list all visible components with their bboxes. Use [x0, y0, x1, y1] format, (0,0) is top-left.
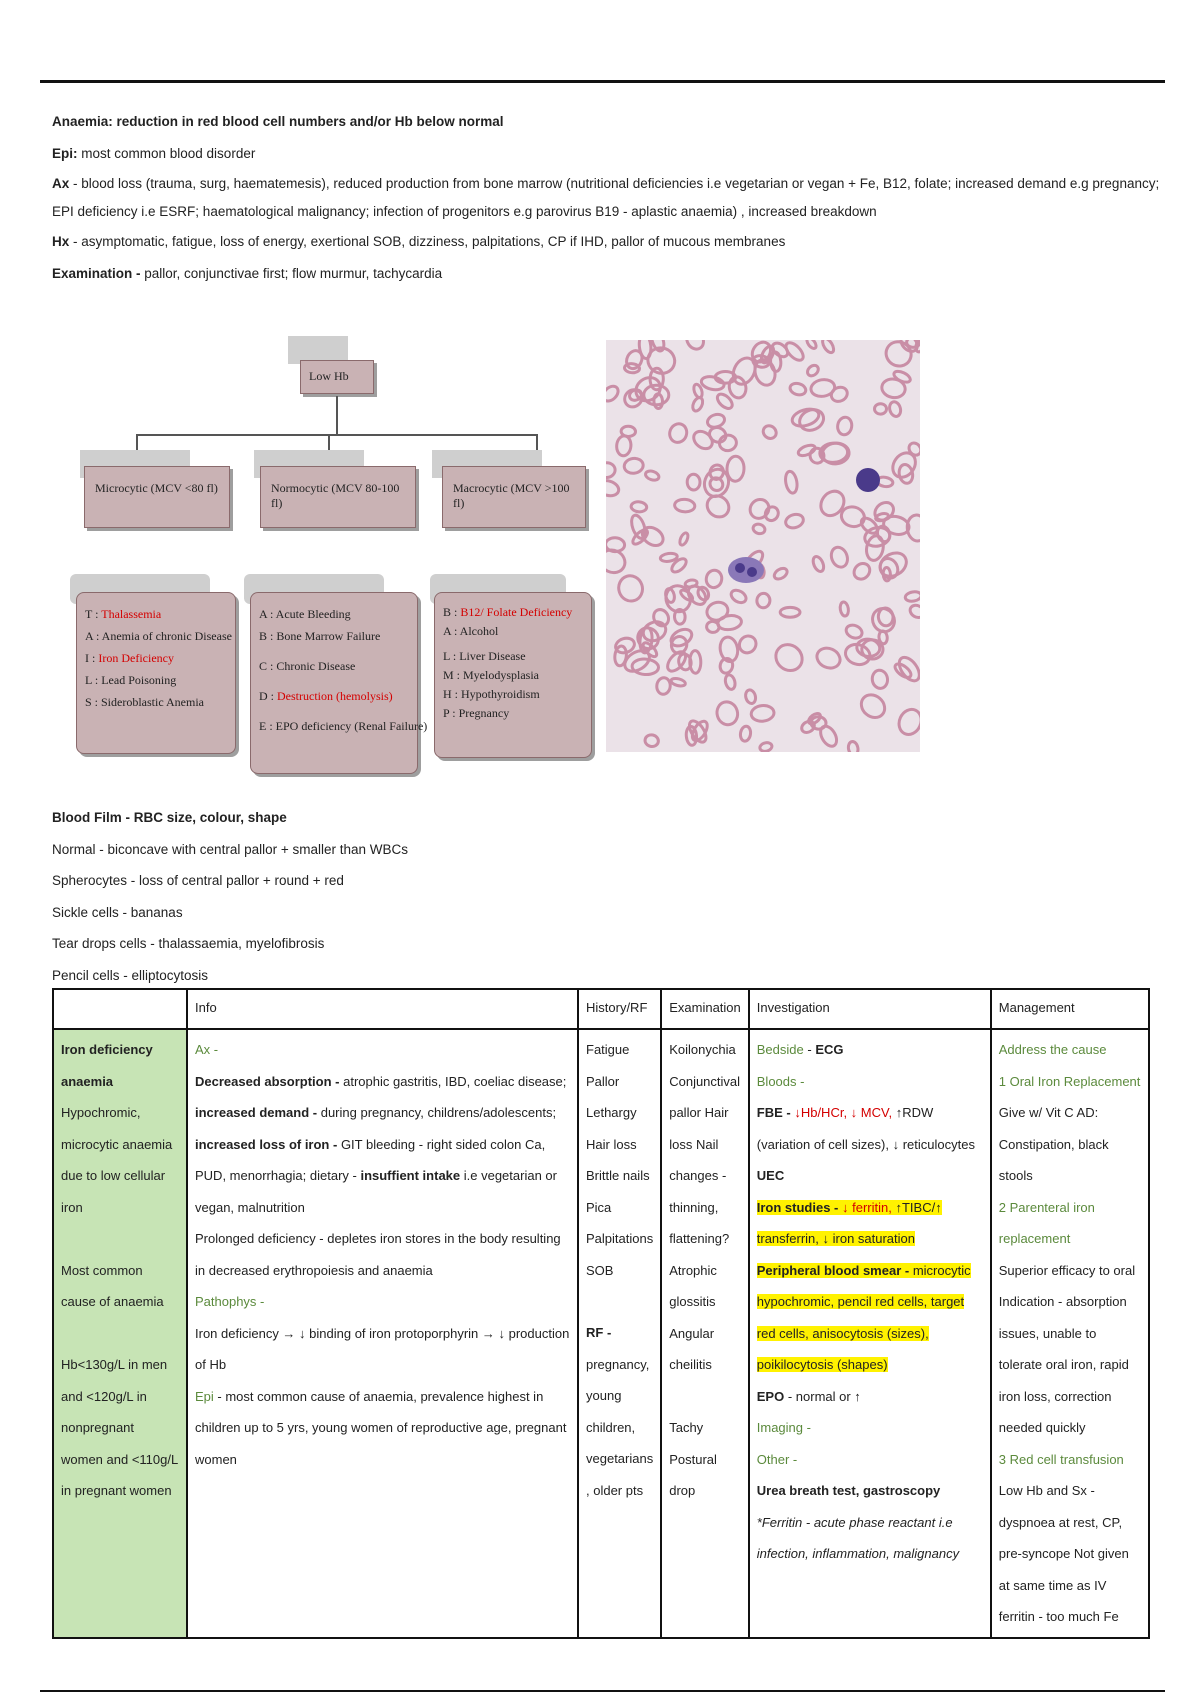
- epi-label: Epi:: [52, 146, 78, 161]
- col-header: Info: [187, 989, 578, 1029]
- info-patho: Iron deficiency → ↓ binding of iron protoporphyrin → ↓ production of Hb: [195, 1325, 570, 1372]
- col-header: [53, 989, 187, 1029]
- normo-item: A : Acute Bleeding: [259, 607, 351, 621]
- info-inc-label: increased demand -: [195, 1105, 318, 1120]
- condition-cell: [53, 1029, 187, 1638]
- col-header: History/RF: [578, 989, 661, 1029]
- history-item: Pallor: [586, 1073, 620, 1089]
- info-inc: during pregnancy, childrens/adolescents;: [317, 1105, 557, 1120]
- inv-fbe-label: FBE -: [756, 1105, 791, 1120]
- film-line: Spherocytes - loss of central pallor + round + red: [52, 873, 344, 888]
- col-header: Examination: [661, 989, 749, 1029]
- inv-smear: microcytic hypochromic, pencil red cells, target red cells, anisocytosis (sizes), poikilocytosis (shapes): [756, 1262, 971, 1372]
- history-item: Brittle nails: [586, 1168, 650, 1183]
- table-header-row: [53, 989, 1149, 1029]
- condition-desc: Hypochromic, microcytic anaemia due to low cellular iron: [61, 1105, 173, 1215]
- film-line: Pencil cells - elliptocytosis: [52, 967, 209, 983]
- history-item: Fatigue: [586, 1042, 630, 1057]
- inv-urea: Urea breath test, gastroscopy: [756, 1483, 941, 1498]
- history-item: Pica: [586, 1199, 612, 1215]
- macrocytic-box: [442, 466, 586, 528]
- exam-text-cell: Koilonychia Conjunctival pallor Hair loss Nail changes - thinning, flattening? Atrophic glossitis Angular cheilitis: [669, 1042, 741, 1372]
- normocytic-label: Normocytic (MCV 80-100 fl): [271, 481, 400, 510]
- micro-item: T : Thalassemia: [85, 607, 162, 621]
- info-epi-label: Epi: [195, 1388, 214, 1404]
- info-loss-label: increased loss of iron -: [195, 1136, 338, 1152]
- info-patho-label: Pathophys -: [195, 1294, 265, 1309]
- intro-section: [52, 106, 1162, 290]
- inv-epo: - normal or ↑: [784, 1388, 861, 1404]
- bottom-rule: [40, 1690, 1165, 1692]
- inv-imaging: Imaging -: [756, 1420, 811, 1435]
- info-epi: - most common cause of anaemia, prevalence highest in children up to 5 yrs, young women of reproductive age, pregnant women: [195, 1388, 567, 1467]
- inv-uec: UEC: [756, 1168, 785, 1183]
- rf-text: pregnancy, young children, vegetarians , older pts: [586, 1356, 654, 1498]
- management-cell: [991, 1029, 1149, 1638]
- exam-text-cell-2: Tachy Postural drop: [669, 1420, 717, 1498]
- hx-label: Hx: [52, 234, 70, 249]
- macro-item: A : Alcohol: [443, 624, 499, 638]
- inv-fbe-rest: ↑RDW (variation of cell sizes), ↓ reticulocytes: [756, 1105, 975, 1152]
- microcytic-label: Microcytic (MCV <80 fl): [95, 481, 218, 495]
- blood-film-section: [52, 802, 408, 991]
- anaemia-flowchart: [60, 330, 590, 780]
- iron-deficiency-table: [52, 988, 1150, 1639]
- inv-bloods: Bloods -: [756, 1073, 805, 1089]
- macro-item: M : Myelodysplasia: [443, 668, 539, 682]
- inv-iron-label: Iron studies -: [756, 1199, 839, 1215]
- inv-ferritin-note: *Ferritin - acute phase reactant i.e infection, inflammation, malignancy: [756, 1514, 960, 1561]
- epi-text: most common blood disorder: [77, 146, 256, 161]
- film-line: Sickle cells - bananas: [52, 904, 183, 920]
- inv-bedside: ECG: [815, 1042, 844, 1057]
- inv-iron-rest: ↑TIBC/↑ transferrin, ↓ iron saturation: [756, 1199, 942, 1246]
- macro-item: B : B12/ Folate Deficiency: [443, 605, 573, 619]
- macrocytic-label: Macrocytic (MCV >100 fl): [453, 481, 570, 510]
- inv-fbe-red: ↓Hb/HCr, ↓ MCV,: [790, 1105, 893, 1120]
- mgmt-1: 1 Oral Iron Replacement: [998, 1073, 1141, 1089]
- col-header: Management: [991, 989, 1149, 1029]
- condition-name: Iron deficiency anaemia: [61, 1042, 153, 1089]
- film-line: Normal - biconcave with central pallor + smaller than WBCs: [52, 841, 409, 857]
- micro-item: A : Anemia of chronic Disease: [85, 629, 232, 643]
- mgmt-3: 3 Red cell transfusion: [998, 1451, 1124, 1467]
- mgmt-3-text: Low Hb and Sx - dyspnoea at rest, CP, pre-syncope Not given at same time as IV ferritin - too much Fe: [998, 1483, 1129, 1624]
- mgmt-1-text: Give w/ Vit C AD: Constipation, black stools: [998, 1105, 1109, 1183]
- inv-bedside-label: Bedside: [756, 1042, 804, 1057]
- normo-item: B : Bone Marrow Failure: [259, 629, 381, 643]
- micro-item: L : Lead Poisoning: [85, 673, 177, 687]
- mgmt-2-text: Superior efficacy to oral Indication - absorption issues, unable to tolerate oral iron, rapid iron loss, correction needed quickly: [998, 1262, 1136, 1435]
- exam-text: pallor, conjunctivae first; flow murmur, tachycardia: [140, 266, 443, 281]
- info-prolonged: Prolonged deficiency - depletes iron stores in the body resulting in decreased erythropoiesis and anaemia: [195, 1231, 561, 1278]
- history-item: Hair loss: [586, 1136, 637, 1152]
- ax-text: - blood loss (trauma, surg, haematemesis), reduced production from bone marrow (nutritional deficiencies i.e vegetarian or vegan + Fe, B12, folate; increased demand e.g pregnancy; EPI deficiency i.e ESRF; haematological malignancy; infection of progenitors e.g parovirus B19 - aplastic anaemia) , increased breakdown: [52, 176, 1160, 219]
- history-cell: [578, 1029, 661, 1638]
- micro-item: I : Iron Deficiency: [85, 651, 174, 665]
- ax-label: Ax: [52, 176, 70, 191]
- microcytic-list: [76, 592, 236, 754]
- smear-svg: [606, 340, 920, 752]
- condition-hb: Hb<130g/L in men and <120g/L in nonpregnant women and <110g/L in pregnant women: [61, 1357, 178, 1498]
- micro-item: S : Sideroblastic Anemia: [85, 695, 204, 709]
- normocytic-box: [260, 466, 416, 528]
- top-rule: [40, 80, 1165, 83]
- table-row: [53, 1029, 1149, 1638]
- normocytic-list: [250, 592, 428, 774]
- info-cell: [187, 1029, 578, 1638]
- normo-item: D : Destruction (hemolysis): [259, 689, 393, 703]
- rf-label: RF -: [586, 1325, 612, 1340]
- root-box: [300, 360, 374, 394]
- inv-iron-red: ↓ ferritin,: [838, 1199, 892, 1215]
- film-line: Tear drops cells - thalassaemia, myelofibrosis: [52, 936, 325, 951]
- info-ax-label: Ax -: [195, 1042, 219, 1057]
- film-title: Blood Film - RBC size, colour, shape: [52, 810, 287, 825]
- macro-item: H : Hypothyroidism: [443, 687, 540, 701]
- normo-item: C : Chronic Disease: [259, 659, 356, 673]
- info-dec-label: Decreased absorption -: [195, 1073, 340, 1089]
- investigation-cell: Bedside - ECG Bloods - FBE - ↓Hb/HCr, ↓ MCV, ↑RDW (variation of cell sizes), ↓ reticulocytes UEC Iron studies - ↓ ferritin, ↑TIBC/↑ transferrin, ↓ iron saturation Peripheral blood smear - microcytic hypochromic, pencil red cells, target red cells, anisocytosis (sizes), poikilocytosis (shapes) EPO - normal or ↑ Imaging - Other - Urea breath test, gastroscopy *Ferritin - acute phase reactant i.e infection, inflammation, malignancy: [749, 1029, 991, 1638]
- normo-item: E : EPO deficiency (Renal Failure): [259, 719, 428, 733]
- inv-smear-label: Peripheral blood smear -: [756, 1262, 910, 1278]
- history-item: Lethargy: [586, 1105, 637, 1120]
- inv-other: Other -: [756, 1451, 798, 1467]
- exam-label: Examination -: [52, 266, 141, 281]
- condition-common: Most common cause of anaemia: [61, 1262, 164, 1309]
- macro-item: P : Pregnancy: [443, 706, 510, 720]
- mgmt-address: Address the cause: [998, 1042, 1107, 1057]
- inv-epo-label: EPO: [756, 1388, 785, 1404]
- microcytic-box: [84, 466, 230, 528]
- info-loss: GIT bleeding - right sided colon Ca, PUD, menorrhagia; dietary -: [195, 1136, 546, 1183]
- info-ins-label: insuffient intake: [360, 1168, 461, 1183]
- blood-smear-image: [606, 340, 920, 752]
- history-item: SOB: [586, 1262, 614, 1278]
- history-item: Palpitations: [586, 1231, 654, 1246]
- root-label: Low Hb: [309, 369, 349, 383]
- hx-text: - asymptomatic, fatigue, loss of energy, exertional SOB, dizziness, palpitations, CP if IHD, pallor of mucous membranes: [69, 234, 786, 249]
- neutrophil: [728, 557, 764, 583]
- exam-cell: [661, 1029, 749, 1638]
- col-header: Investigation: [749, 989, 991, 1029]
- lymphocyte: [856, 468, 880, 492]
- info-dec: atrophic gastritis, IBD, coeliac disease;: [339, 1073, 567, 1089]
- macro-item: L : Liver Disease: [443, 649, 526, 663]
- info-ins: i.e vegetarian or vegan, malnutrition: [195, 1168, 557, 1215]
- intro-title: Anaemia: reduction in red blood cell numbers and/or Hb below normal: [52, 114, 504, 129]
- macrocytic-list: [434, 592, 592, 758]
- mgmt-2: 2 Parenteral iron replacement: [998, 1199, 1095, 1246]
